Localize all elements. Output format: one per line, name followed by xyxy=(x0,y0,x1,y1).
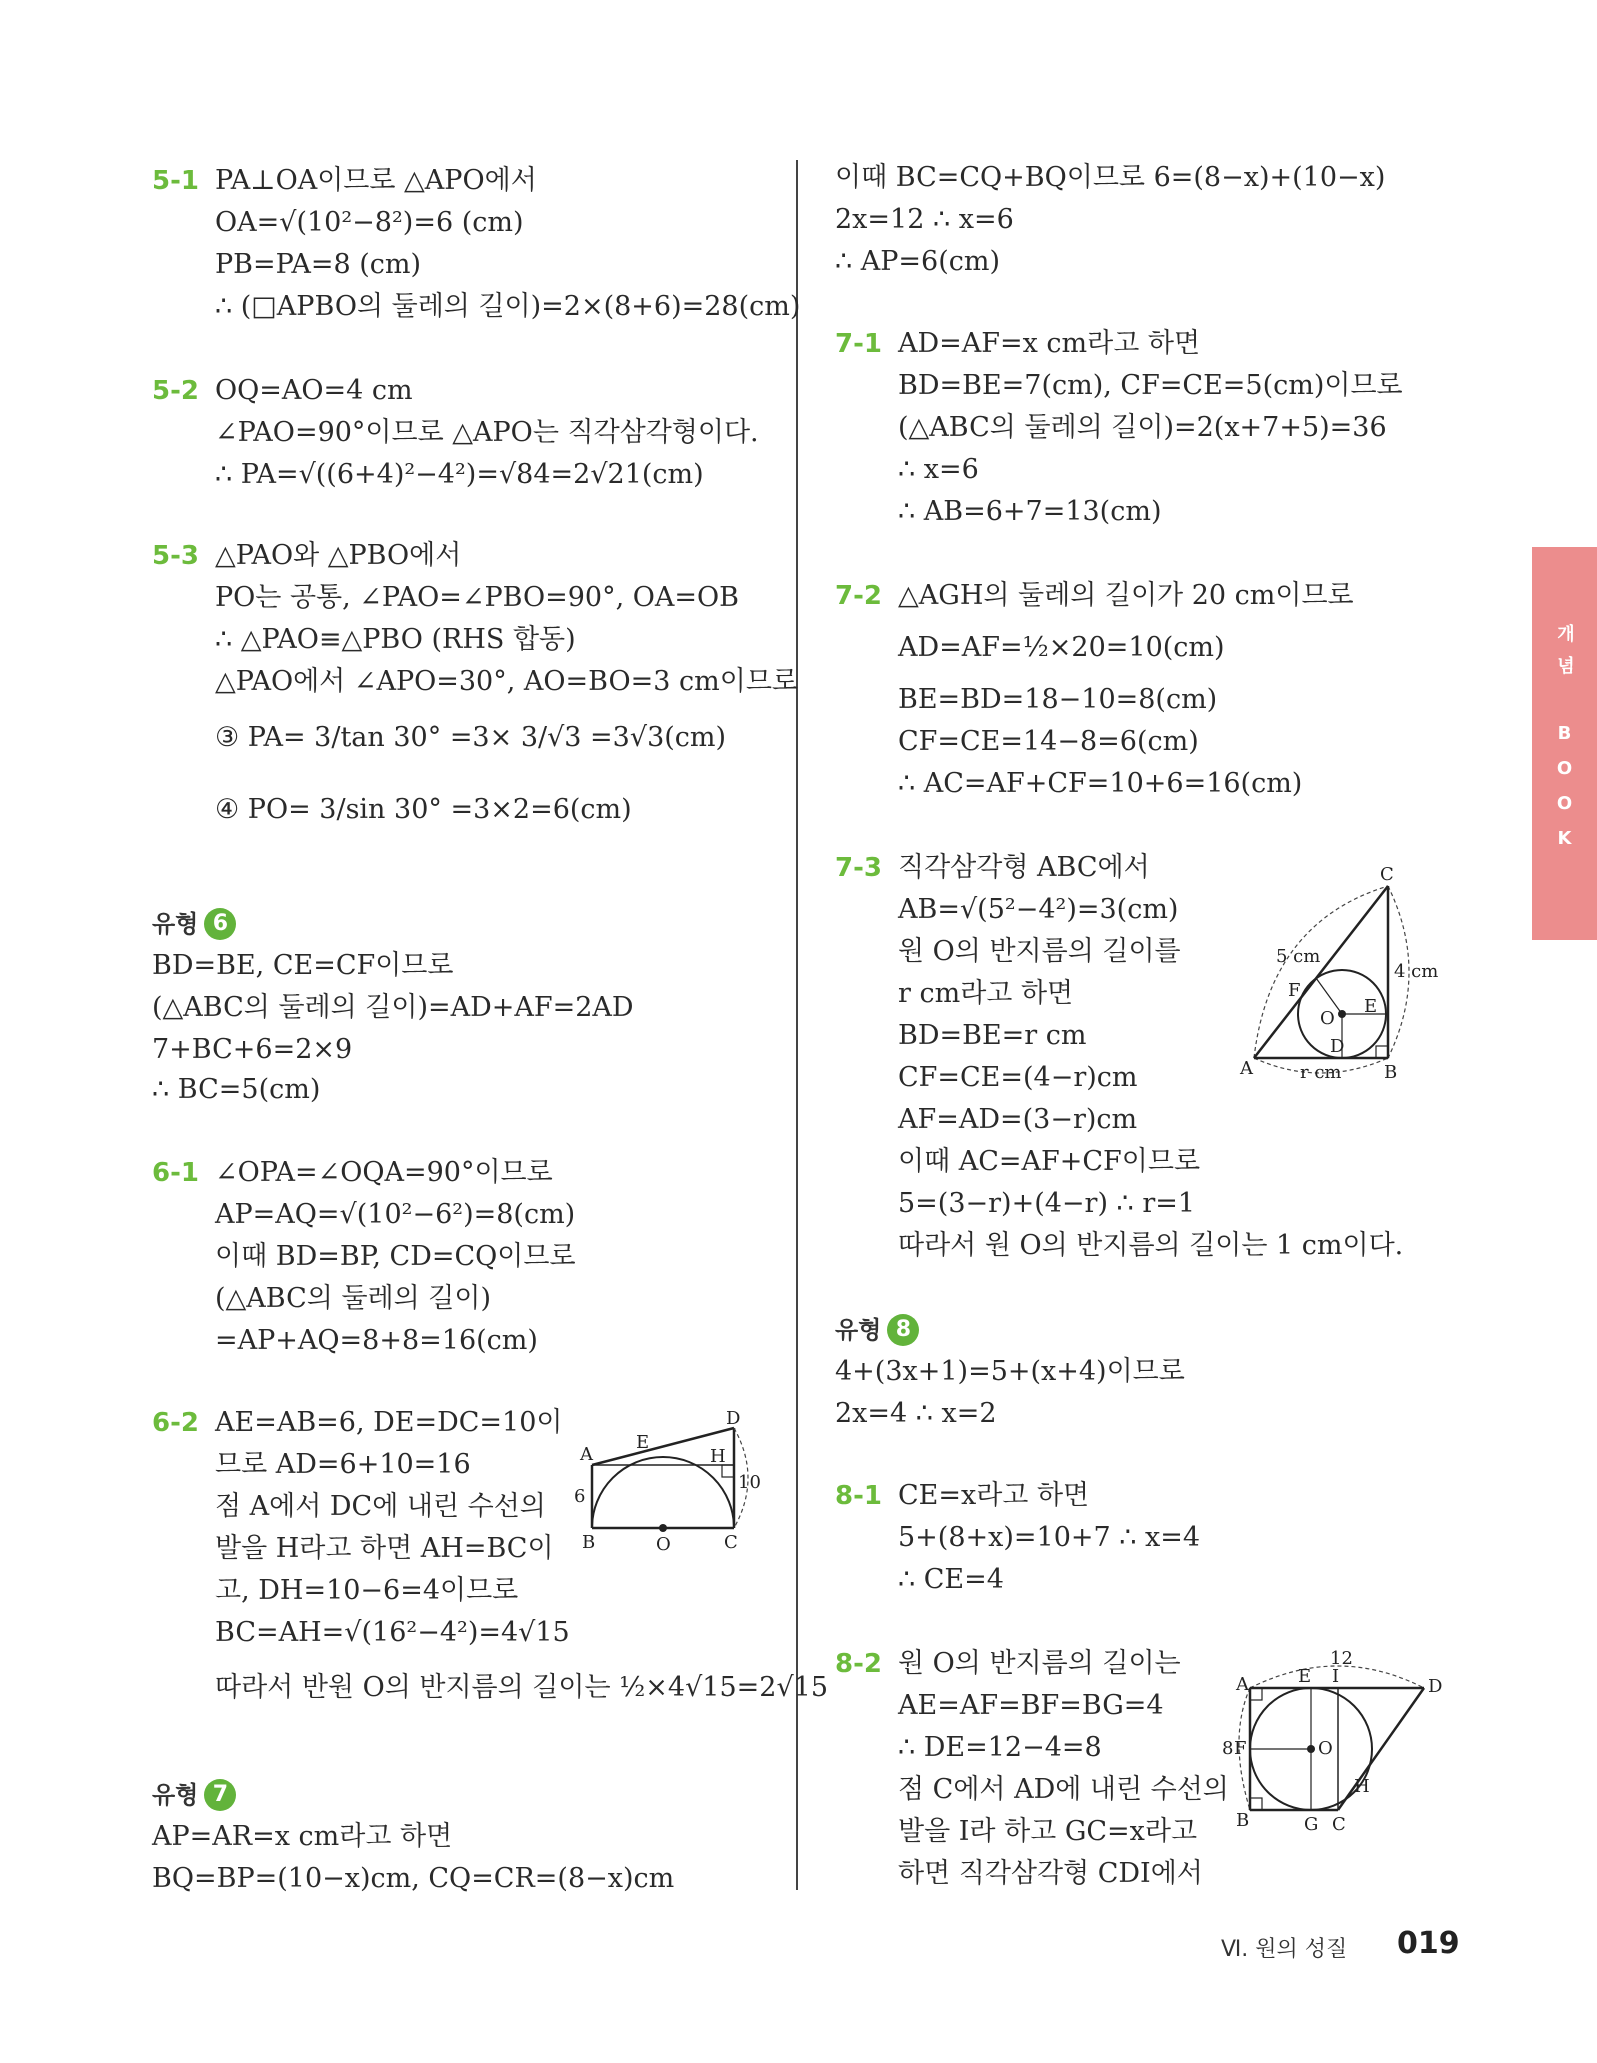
label-a: A xyxy=(1240,1058,1253,1079)
problem-number: 8-1 xyxy=(835,1481,882,1511)
label-d: D xyxy=(726,1408,741,1429)
solution-line: 7+BC+6=2×9 xyxy=(152,1034,353,1065)
column-divider xyxy=(796,160,798,1890)
solution-line: 따라서 원 O의 반지름의 길이는 1 cm이다. xyxy=(898,1230,1404,1261)
solution-line: ∴ PA=√((6+4)²−4²)=√84=2√21(cm) xyxy=(215,459,704,490)
solution-line: ④ PO= 3/sin 30° =3×2=6(cm) xyxy=(215,794,632,825)
solution-line: AD=AF=½×20=10(cm) xyxy=(898,632,1225,663)
solution-line: AF=AD=(3−r)cm xyxy=(898,1104,1138,1135)
solution-line: 하면 직각삼각형 CDI에서 xyxy=(898,1858,1203,1889)
solution-line: AE=AB=6, DE=DC=10이 xyxy=(215,1407,563,1438)
solution-line: BC=AH=√(16²−4²)=4√15 xyxy=(215,1617,570,1648)
section-label: 유형 xyxy=(152,910,199,938)
section-heading-type6 xyxy=(152,906,236,942)
problem-number: 5-1 xyxy=(152,166,199,196)
solution-line: 원 O의 반지름의 길이는 xyxy=(898,1648,1181,1679)
side-tab-label: 개념 BOOK xyxy=(1554,624,1575,863)
solution-line: ∴ CE=4 xyxy=(898,1564,1004,1595)
section-badge: 8 xyxy=(887,1314,919,1346)
problem-number: 5-3 xyxy=(152,541,199,571)
section-badge: 7 xyxy=(204,1779,236,1811)
solution-line: ③ PA= 3/tan 30° =3× 3/√3 =3√3(cm) xyxy=(215,722,727,753)
label-f: F xyxy=(1234,1738,1247,1759)
label-g: G xyxy=(1304,1814,1319,1835)
side-tab xyxy=(1532,547,1597,940)
solution-line: △AGH의 둘레의 길이가 20 cm이므로 xyxy=(898,580,1354,611)
solution-line: ∴ AC=AF+CF=10+6=16(cm) xyxy=(898,768,1303,799)
label-5cm: 5 cm xyxy=(1276,946,1321,967)
solution-line: △PAO에서 ∠APO=30°, AO=BO=3 cm이므로 xyxy=(215,666,798,697)
label-rcm: r cm xyxy=(1300,1062,1342,1083)
solution-line: 고, DH=10−6=4이므로 xyxy=(215,1575,519,1606)
label-10: 10 xyxy=(738,1472,761,1493)
label-8: 8 xyxy=(1222,1738,1234,1759)
label-b: B xyxy=(582,1532,596,1553)
solution-line: CF=CE=(4−r)cm xyxy=(898,1062,1138,1093)
solution-line: 발을 H라고 하면 AH=BC이 xyxy=(215,1533,554,1564)
problem-number: 6-1 xyxy=(152,1158,199,1188)
solution-line: 이때 BD=BP, CD=CQ이므로 xyxy=(215,1241,576,1272)
solution-line: AB=√(5²−4²)=3(cm) xyxy=(898,894,1179,925)
problem-number: 7-1 xyxy=(835,329,882,359)
solution-line: 점 C에서 AD에 내린 수선의 xyxy=(898,1774,1229,1805)
section-heading-type7 xyxy=(152,1777,236,1813)
problem-number: 5-2 xyxy=(152,376,199,406)
solution-line: ∴ △PAO≡△PBO (RHS 합동) xyxy=(215,624,576,655)
label-a: A xyxy=(1236,1674,1249,1695)
solution-line: (△ABC의 둘레의 길이)=AD+AF=2AD xyxy=(152,992,634,1023)
solution-line: CE=x라고 하면 xyxy=(898,1480,1090,1511)
label-c: C xyxy=(1380,864,1394,885)
solution-line: AP=AQ=√(10²−6²)=8(cm) xyxy=(215,1199,576,1230)
label-o: O xyxy=(1320,1008,1335,1029)
label-d: D xyxy=(1330,1036,1345,1057)
solution-line: ∴ x=6 xyxy=(898,454,979,485)
solution-line: (△ABC의 둘레의 길이)=2(x+7+5)=36 xyxy=(898,412,1387,443)
label-a: A xyxy=(580,1444,593,1465)
solution-line: (△ABC의 둘레의 길이) xyxy=(215,1283,491,1314)
solution-line: PA⊥OA이므로 △APO에서 xyxy=(215,165,537,196)
solution-line: BE=BD=18−10=8(cm) xyxy=(898,684,1218,715)
problem-number: 6-2 xyxy=(152,1408,199,1438)
label-b: B xyxy=(1384,1062,1398,1083)
solution-line: ∴ BC=5(cm) xyxy=(152,1074,321,1105)
figure-8-2 xyxy=(1218,1648,1448,1838)
section-heading-type8 xyxy=(835,1312,919,1348)
solution-line: 5+(8+x)=10+7 ∴ x=4 xyxy=(898,1522,1201,1553)
label-h: H xyxy=(710,1446,726,1467)
label-c: C xyxy=(1332,1814,1346,1835)
solution-line: PB=PA=8 (cm) xyxy=(215,249,421,280)
label-o: O xyxy=(1318,1738,1333,1759)
solution-line: 발을 I라 하고 GC=x라고 xyxy=(898,1816,1198,1847)
solution-line: ∠PAO=90°이므로 △APO는 직각삼각형이다. xyxy=(215,417,759,448)
label-6: 6 xyxy=(574,1486,586,1507)
solution-line: ∴ DE=12−4=8 xyxy=(898,1732,1102,1763)
solution-line: 원 O의 반지름의 길이를 xyxy=(898,936,1181,967)
chapter-label: Ⅵ. 원의 성질 xyxy=(1221,1937,1348,1962)
solution-line: ∴ (□APBO의 둘레의 길이)=2×(8+6)=28(cm) xyxy=(215,291,801,322)
problem-number: 7-2 xyxy=(835,581,882,611)
solution-line: △PAO와 △PBO에서 xyxy=(215,540,462,571)
label-e: E xyxy=(1298,1666,1312,1687)
solution-line: AD=AF=x cm라고 하면 xyxy=(898,328,1201,359)
solution-line: 2x=12 ∴ x=6 xyxy=(835,204,1014,235)
solution-line: 이때 AC=AF+CF이므로 xyxy=(898,1146,1201,1177)
label-b: B xyxy=(1236,1810,1250,1831)
solution-line: PO는 공통, ∠PAO=∠PBO=90°, OA=OB xyxy=(215,582,740,613)
solution-line: 2x=4 ∴ x=2 xyxy=(835,1398,997,1429)
label-c: C xyxy=(724,1532,738,1553)
label-o: O xyxy=(656,1534,671,1555)
solution-line: AP=AR=x cm라고 하면 xyxy=(152,1821,453,1852)
solution-line: r cm라고 하면 xyxy=(898,978,1074,1009)
label-e: E xyxy=(1364,996,1378,1017)
label-12: 12 xyxy=(1330,1648,1353,1669)
figure-6-2 xyxy=(570,1408,761,1555)
label-h: H xyxy=(1354,1776,1370,1797)
solution-line: CF=CE=14−8=6(cm) xyxy=(898,726,1199,757)
label-4cm: 4 cm xyxy=(1394,961,1439,982)
solution-line: AE=AF=BF=BG=4 xyxy=(898,1690,1164,1721)
solution-line: OA=√(10²−8²)=6 (cm) xyxy=(215,207,524,238)
label-e: E xyxy=(636,1432,650,1453)
section-badge: 6 xyxy=(204,908,236,940)
solution-line: ∴ AP=6(cm) xyxy=(835,246,1001,277)
label-f: F xyxy=(1288,980,1301,1001)
label-i: I xyxy=(1332,1666,1340,1687)
solution-line: ∴ AB=6+7=13(cm) xyxy=(898,496,1162,527)
solution-line: 5=(3−r)+(4−r) ∴ r=1 xyxy=(898,1188,1196,1219)
label-d: D xyxy=(1428,1676,1443,1697)
section-label: 유형 xyxy=(835,1316,882,1344)
solution-line: ∠OPA=∠OQA=90°이므로 xyxy=(215,1157,553,1188)
solution-line: 따라서 반원 O의 반지름의 길이는 ½×4√15=2√15 xyxy=(215,1672,829,1703)
solution-line: 점 A에서 DC에 내린 수선의 xyxy=(215,1491,546,1522)
solution-line: OQ=AO=4 cm xyxy=(215,375,413,406)
solution-line: 므로 AD=6+10=16 xyxy=(215,1449,471,1480)
solution-line: BD=BE=7(cm), CF=CE=5(cm)이므로 xyxy=(898,370,1403,401)
figure-7-3 xyxy=(1230,862,1450,1082)
solution-line: BD=BE=r cm xyxy=(898,1020,1087,1051)
problem-number: 7-3 xyxy=(835,853,882,883)
solution-line: BQ=BP=(10−x)cm, CQ=CR=(8−x)cm xyxy=(152,1863,675,1894)
section-label: 유형 xyxy=(152,1781,199,1809)
solution-line: 이때 BC=CQ+BQ이므로 6=(8−x)+(10−x) xyxy=(835,162,1386,193)
problem-number: 8-2 xyxy=(835,1649,882,1679)
solution-line: 4+(3x+1)=5+(x+4)이므로 xyxy=(835,1356,1185,1387)
solution-line: BD=BE, CE=CF이므로 xyxy=(152,950,454,981)
solution-line: 직각삼각형 ABC에서 xyxy=(898,852,1150,883)
solution-line: =AP+AQ=8+8=16(cm) xyxy=(215,1325,538,1356)
page-number: 019 xyxy=(1397,1926,1460,1961)
